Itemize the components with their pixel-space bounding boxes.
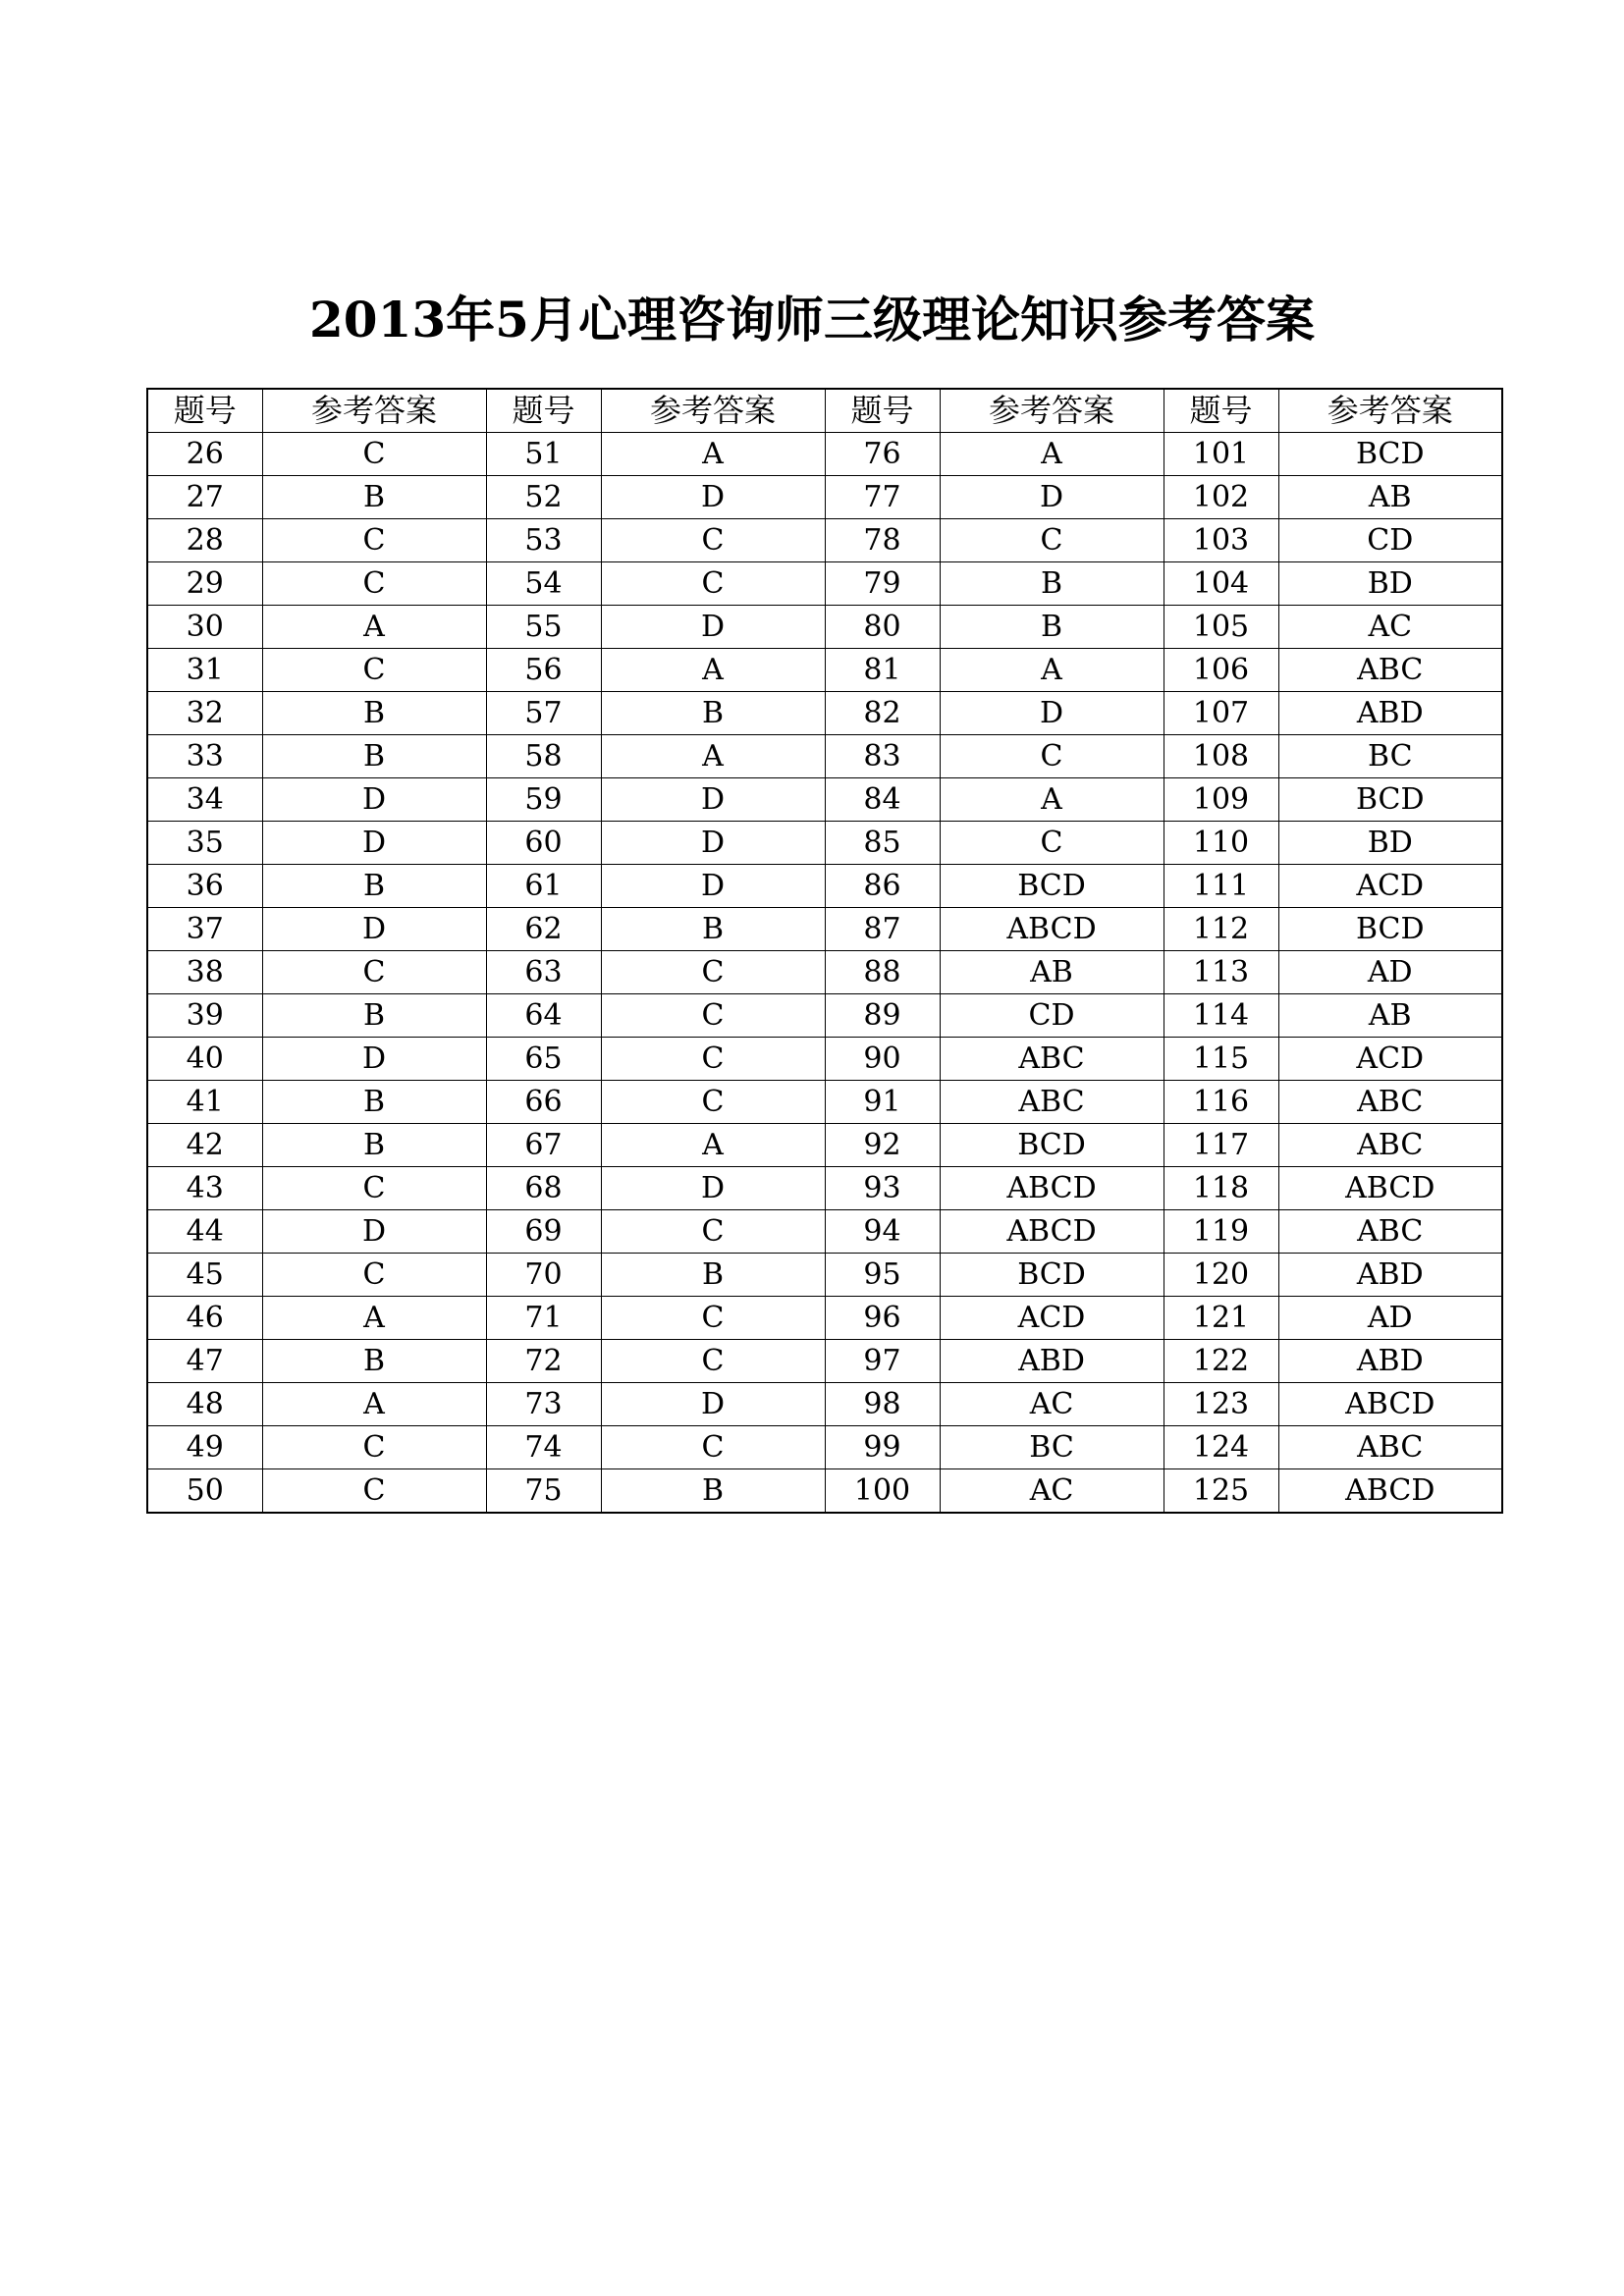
question-number-cell: 64: [486, 994, 601, 1038]
question-number-cell: 42: [147, 1124, 262, 1167]
question-number-cell: 39: [147, 994, 262, 1038]
answer-cell: A: [601, 735, 825, 778]
question-number-cell: 72: [486, 1340, 601, 1383]
answer-cell: ACD: [940, 1297, 1164, 1340]
answer-cell: BCD: [940, 1124, 1164, 1167]
question-number-cell: 54: [486, 562, 601, 606]
table-row: [147, 1167, 1502, 1210]
answer-cell: A: [601, 433, 825, 476]
question-number-cell: 73: [486, 1383, 601, 1426]
answer-cell: D: [262, 1210, 486, 1254]
question-number-cell: 88: [825, 951, 940, 994]
answer-cell: B: [262, 865, 486, 908]
question-number-cell: 78: [825, 519, 940, 562]
table-row: [147, 1254, 1502, 1297]
question-number-cell: 69: [486, 1210, 601, 1254]
answer-cell: C: [601, 951, 825, 994]
answer-cell: ABC: [1278, 649, 1502, 692]
question-number-cell: 122: [1164, 1340, 1278, 1383]
question-number-cell: 81: [825, 649, 940, 692]
answer-cell: AC: [940, 1383, 1164, 1426]
question-number-cell: 123: [1164, 1383, 1278, 1426]
question-number-cell: 45: [147, 1254, 262, 1297]
answer-cell: D: [601, 1167, 825, 1210]
table-row: [147, 1038, 1502, 1081]
table-row: [147, 606, 1502, 649]
question-number-cell: 65: [486, 1038, 601, 1081]
table-row: [147, 908, 1502, 951]
question-number-cell: 103: [1164, 519, 1278, 562]
question-number-cell: 30: [147, 606, 262, 649]
question-number-cell: 125: [1164, 1469, 1278, 1514]
table-row: [147, 1297, 1502, 1340]
answer-cell: C: [601, 1297, 825, 1340]
question-number-cell: 29: [147, 562, 262, 606]
answer-cell: ABC: [940, 1038, 1164, 1081]
answer-cell: D: [940, 692, 1164, 735]
question-number-cell: 61: [486, 865, 601, 908]
question-number-cell: 93: [825, 1167, 940, 1210]
question-number-cell: 27: [147, 476, 262, 519]
question-number-cell: 76: [825, 433, 940, 476]
answer-cell: ACD: [1278, 865, 1502, 908]
question-number-cell: 48: [147, 1383, 262, 1426]
answer-cell: ABC: [1278, 1081, 1502, 1124]
answer-cell: BD: [1278, 822, 1502, 865]
question-number-cell: 87: [825, 908, 940, 951]
question-number-cell: 79: [825, 562, 940, 606]
answer-cell: C: [601, 994, 825, 1038]
question-number-cell: 110: [1164, 822, 1278, 865]
answer-cell: A: [262, 1383, 486, 1426]
question-number-cell: 49: [147, 1426, 262, 1469]
answer-cell: CD: [940, 994, 1164, 1038]
answer-cell: B: [262, 476, 486, 519]
table-row: [147, 649, 1502, 692]
question-number-cell: 83: [825, 735, 940, 778]
question-number-cell: 99: [825, 1426, 940, 1469]
question-number-cell: 59: [486, 778, 601, 822]
answer-cell: BC: [940, 1426, 1164, 1469]
answer-cell: B: [262, 1340, 486, 1383]
answer-cell: C: [601, 519, 825, 562]
answer-cell: A: [940, 778, 1164, 822]
question-number-cell: 80: [825, 606, 940, 649]
table-row: [147, 692, 1502, 735]
answer-cell: D: [262, 908, 486, 951]
answer-cell: B: [601, 1254, 825, 1297]
table-row: [147, 951, 1502, 994]
question-number-cell: 38: [147, 951, 262, 994]
answer-cell: C: [262, 1167, 486, 1210]
answer-cell: AB: [940, 951, 1164, 994]
table-row: [147, 822, 1502, 865]
question-number-cell: 119: [1164, 1210, 1278, 1254]
answer-cell: D: [262, 822, 486, 865]
answer-cell: ABD: [1278, 692, 1502, 735]
question-number-cell: 97: [825, 1340, 940, 1383]
table-row: [147, 1469, 1502, 1514]
question-number-cell: 98: [825, 1383, 940, 1426]
question-number-cell: 33: [147, 735, 262, 778]
table-row: [147, 519, 1502, 562]
question-number-cell: 71: [486, 1297, 601, 1340]
table-row: [147, 476, 1502, 519]
answer-cell: A: [601, 1124, 825, 1167]
question-number-cell: 109: [1164, 778, 1278, 822]
answer-cell: B: [601, 1469, 825, 1514]
answer-cell: D: [262, 1038, 486, 1081]
question-number-cell: 41: [147, 1081, 262, 1124]
answer-cell: C: [262, 951, 486, 994]
question-number-cell: 74: [486, 1426, 601, 1469]
answer-cell: B: [940, 562, 1164, 606]
question-number-cell: 112: [1164, 908, 1278, 951]
answer-table-body: [147, 433, 1502, 1514]
question-number-cell: 118: [1164, 1167, 1278, 1210]
answer-cell: C: [601, 562, 825, 606]
question-number-cell: 113: [1164, 951, 1278, 994]
answer-cell: C: [262, 649, 486, 692]
answer-cell: D: [940, 476, 1164, 519]
answer-cell: C: [262, 433, 486, 476]
answer-cell: AB: [1278, 994, 1502, 1038]
question-number-cell: 117: [1164, 1124, 1278, 1167]
answer-cell: ABCD: [1278, 1383, 1502, 1426]
answer-cell: D: [601, 822, 825, 865]
answer-cell: A: [262, 1297, 486, 1340]
question-number-cell: 92: [825, 1124, 940, 1167]
answer-cell: B: [262, 735, 486, 778]
question-number-cell: 94: [825, 1210, 940, 1254]
table-row: [147, 562, 1502, 606]
answer-cell: B: [601, 692, 825, 735]
answer-cell: AC: [940, 1469, 1164, 1514]
question-number-cell: 124: [1164, 1426, 1278, 1469]
answer-cell: D: [601, 778, 825, 822]
question-number-cell: 67: [486, 1124, 601, 1167]
header-reference-answer: 参考答案: [601, 389, 825, 433]
question-number-cell: 101: [1164, 433, 1278, 476]
answer-cell: C: [940, 735, 1164, 778]
question-number-cell: 105: [1164, 606, 1278, 649]
answer-cell: B: [262, 994, 486, 1038]
question-number-cell: 58: [486, 735, 601, 778]
header-reference-answer: 参考答案: [1278, 389, 1502, 433]
question-number-cell: 96: [825, 1297, 940, 1340]
header-question-number: 题号: [486, 389, 601, 433]
answer-cell: BCD: [940, 1254, 1164, 1297]
question-number-cell: 121: [1164, 1297, 1278, 1340]
table-row: [147, 735, 1502, 778]
answer-cell: ABCD: [940, 908, 1164, 951]
answer-cell: C: [601, 1340, 825, 1383]
question-number-cell: 91: [825, 1081, 940, 1124]
answer-cell: AB: [1278, 476, 1502, 519]
answer-cell: AD: [1278, 1297, 1502, 1340]
header-reference-answer: 参考答案: [262, 389, 486, 433]
answer-cell: ABC: [1278, 1426, 1502, 1469]
question-number-cell: 26: [147, 433, 262, 476]
question-number-cell: 86: [825, 865, 940, 908]
table-row: [147, 994, 1502, 1038]
answer-cell: C: [601, 1038, 825, 1081]
question-number-cell: 85: [825, 822, 940, 865]
table-row: [147, 865, 1502, 908]
question-number-cell: 34: [147, 778, 262, 822]
question-number-cell: 32: [147, 692, 262, 735]
table-row: [147, 1383, 1502, 1426]
answer-cell: D: [262, 778, 486, 822]
table-header-row: [147, 389, 1502, 433]
answer-cell: BC: [1278, 735, 1502, 778]
question-number-cell: 31: [147, 649, 262, 692]
answer-cell: B: [262, 692, 486, 735]
question-number-cell: 35: [147, 822, 262, 865]
answer-cell: CD: [1278, 519, 1502, 562]
page-title: 2013年5月心理咨询师三级理论知识参考答案: [309, 290, 1315, 348]
question-number-cell: 82: [825, 692, 940, 735]
question-number-cell: 57: [486, 692, 601, 735]
question-number-cell: 70: [486, 1254, 601, 1297]
answer-cell: A: [262, 606, 486, 649]
question-number-cell: 68: [486, 1167, 601, 1210]
question-number-cell: 55: [486, 606, 601, 649]
answer-cell: C: [940, 519, 1164, 562]
answer-cell: BCD: [1278, 778, 1502, 822]
answer-cell: D: [601, 865, 825, 908]
answer-cell: BCD: [940, 865, 1164, 908]
answer-cell: BD: [1278, 562, 1502, 606]
question-number-cell: 107: [1164, 692, 1278, 735]
question-number-cell: 95: [825, 1254, 940, 1297]
question-number-cell: 56: [486, 649, 601, 692]
question-number-cell: 120: [1164, 1254, 1278, 1297]
table-row: [147, 1210, 1502, 1254]
answer-cell: BCD: [1278, 433, 1502, 476]
answer-cell: ABCD: [940, 1167, 1164, 1210]
answer-cell: A: [940, 649, 1164, 692]
question-number-cell: 62: [486, 908, 601, 951]
answer-cell: ABCD: [1278, 1469, 1502, 1514]
answer-cell: ABCD: [1278, 1167, 1502, 1210]
answer-cell: B: [601, 908, 825, 951]
answer-cell: C: [262, 1469, 486, 1514]
question-number-cell: 84: [825, 778, 940, 822]
question-number-cell: 28: [147, 519, 262, 562]
answer-cell: C: [601, 1210, 825, 1254]
table-row: [147, 1124, 1502, 1167]
question-number-cell: 100: [825, 1469, 940, 1514]
question-number-cell: 116: [1164, 1081, 1278, 1124]
question-number-cell: 66: [486, 1081, 601, 1124]
answer-cell: B: [262, 1081, 486, 1124]
answer-table: [146, 388, 1503, 1514]
question-number-cell: 114: [1164, 994, 1278, 1038]
answer-cell: ABC: [1278, 1210, 1502, 1254]
answer-cell: BCD: [1278, 908, 1502, 951]
question-number-cell: 43: [147, 1167, 262, 1210]
question-number-cell: 108: [1164, 735, 1278, 778]
question-number-cell: 51: [486, 433, 601, 476]
header-question-number: 题号: [1164, 389, 1278, 433]
answer-cell: C: [601, 1081, 825, 1124]
table-row: [147, 778, 1502, 822]
answer-cell: ACD: [1278, 1038, 1502, 1081]
question-number-cell: 102: [1164, 476, 1278, 519]
question-number-cell: 77: [825, 476, 940, 519]
answer-cell: C: [940, 822, 1164, 865]
table-row: [147, 433, 1502, 476]
answer-cell: D: [601, 1383, 825, 1426]
question-number-cell: 47: [147, 1340, 262, 1383]
question-number-cell: 63: [486, 951, 601, 994]
question-number-cell: 75: [486, 1469, 601, 1514]
header-question-number: 题号: [825, 389, 940, 433]
question-number-cell: 46: [147, 1297, 262, 1340]
header-question-number: 题号: [147, 389, 262, 433]
answer-cell: AD: [1278, 951, 1502, 994]
question-number-cell: 104: [1164, 562, 1278, 606]
answer-cell: C: [262, 562, 486, 606]
answer-cell: ABC: [1278, 1124, 1502, 1167]
answer-cell: ABD: [1278, 1340, 1502, 1383]
answer-cell: C: [262, 519, 486, 562]
answer-cell: B: [940, 606, 1164, 649]
question-number-cell: 106: [1164, 649, 1278, 692]
answer-cell: A: [940, 433, 1164, 476]
answer-cell: D: [601, 606, 825, 649]
answer-cell: C: [601, 1426, 825, 1469]
answer-cell: A: [601, 649, 825, 692]
question-number-cell: 52: [486, 476, 601, 519]
answer-cell: B: [262, 1124, 486, 1167]
table-row: [147, 1340, 1502, 1383]
question-number-cell: 37: [147, 908, 262, 951]
question-number-cell: 90: [825, 1038, 940, 1081]
question-number-cell: 115: [1164, 1038, 1278, 1081]
table-row: [147, 1081, 1502, 1124]
question-number-cell: 44: [147, 1210, 262, 1254]
answer-cell: C: [262, 1426, 486, 1469]
question-number-cell: 53: [486, 519, 601, 562]
answer-cell: ABD: [1278, 1254, 1502, 1297]
answer-cell: ABD: [940, 1340, 1164, 1383]
answer-cell: AC: [1278, 606, 1502, 649]
question-number-cell: 89: [825, 994, 940, 1038]
answer-cell: ABCD: [940, 1210, 1164, 1254]
header-reference-answer: 参考答案: [940, 389, 1164, 433]
question-number-cell: 111: [1164, 865, 1278, 908]
answer-cell: ABC: [940, 1081, 1164, 1124]
question-number-cell: 60: [486, 822, 601, 865]
question-number-cell: 50: [147, 1469, 262, 1514]
answer-cell: D: [601, 476, 825, 519]
question-number-cell: 36: [147, 865, 262, 908]
table-row: [147, 1426, 1502, 1469]
question-number-cell: 40: [147, 1038, 262, 1081]
answer-cell: C: [262, 1254, 486, 1297]
